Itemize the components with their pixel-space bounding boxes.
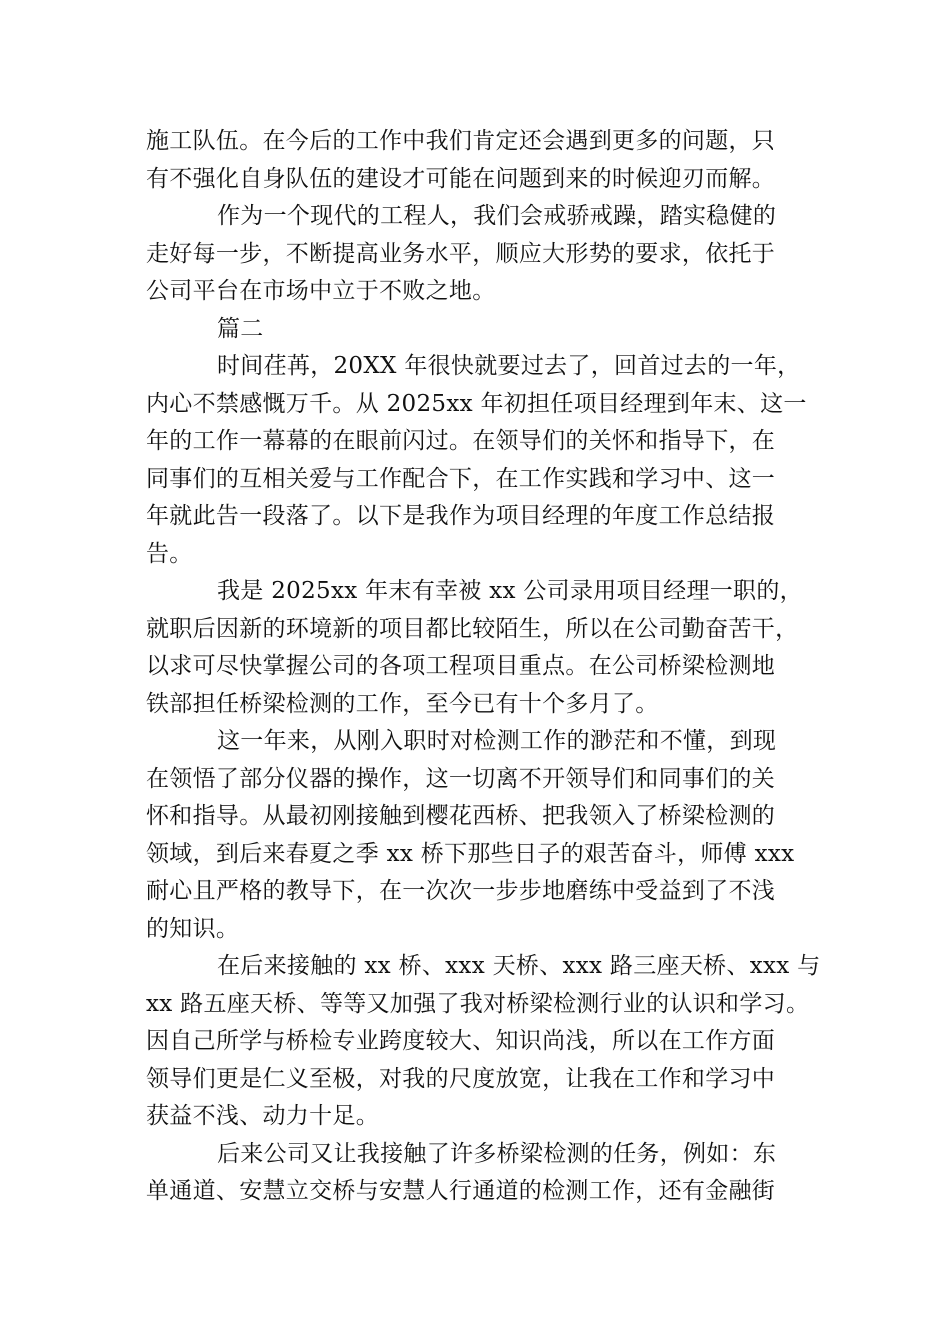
text-line: 获益不浅、动力十足。 <box>146 1103 379 1129</box>
text-line: 后来公司又让我接触了许多桥梁检测的任务，例如：东 <box>217 1140 777 1167</box>
text-line: 领导们更是仁义至极，对我的尺度放宽，让我在工作和学习中 <box>146 1065 776 1092</box>
text-line: 的知识。 <box>146 915 240 942</box>
text-line: 在后来接触的 xx 桥、xxx 天桥、xxx 路三座天桥、xxx 与 <box>217 953 821 979</box>
document-body <box>146 123 821 1211</box>
text-line: 领域，到后来春夏之季 xx 桥下那些日子的艰苦奋斗，师傅 xxx <box>146 840 795 867</box>
text-line: 内心不禁感慨万千。从 2025xx 年初担任项目经理到年末、这一 <box>146 390 807 417</box>
text-line: 施工队伍。在今后的工作中我们肯定还会遇到更多的问题，只 <box>146 128 776 154</box>
text-line: 时间荏苒，20XX 年很快就要过去了，回首过去的一年， <box>217 353 801 379</box>
text-line: 怀和指导。从最初刚接触到樱花西桥、把我领入了桥梁检测的 <box>146 803 776 829</box>
text-line: 单通道、安慧立交桥与安慧人行通道的检测工作，还有金融街 <box>146 1178 776 1204</box>
text-line: 作为一个现代的工程人，我们会戒骄戒躁，踏实稳健的 <box>217 203 777 229</box>
section-heading: 篇二 <box>217 315 264 342</box>
text-line: 有不强化自身队伍的建设才可能在问题到来的时候迎刃而解。 <box>146 165 776 192</box>
text-line: 同事们的互相关爱与工作配合下，在工作实践和学习中、这一 <box>146 465 776 492</box>
text-line: 就职后因新的环境新的项目都比较陌生，所以在公司勤奋苦干， <box>146 615 799 642</box>
text-line: 这一年来，从刚入职时对检测工作的渺茫和不懂，到现 <box>217 728 777 754</box>
text-line: 年的工作一幕幕的在眼前闪过。在领导们的关怀和指导下，在 <box>146 428 776 454</box>
text-line: xx 路五座天桥、等等又加强了我对桥梁检测行业的认识和学习。 <box>146 990 810 1017</box>
text-line: 年就此告一段落了。以下是我作为项目经理的年度工作总结报 <box>146 503 776 529</box>
text-line: 我是 2025xx 年末有幸被 xx 公司录用项目经理一职的， <box>217 578 803 604</box>
text-line: 以求可尽快掌握公司的各项工程项目重点。在公司桥梁检测地 <box>146 653 776 679</box>
text-line: 耐心且严格的教导下，在一次次一步步地磨练中受益到了不浅 <box>146 878 776 904</box>
text-line: 走好每一步，不断提高业务水平，顺应大形势的要求，依托于 <box>146 240 776 267</box>
text-line: 因自己所学与桥检专业跨度较大、知识尚浅，所以在工作方面 <box>146 1028 776 1054</box>
text-line: 公司平台在市场中立于不败之地。 <box>146 278 496 304</box>
text-line: 告。 <box>146 540 193 567</box>
text-line: 在领悟了部分仪器的操作，这一切离不开领导们和同事们的关 <box>146 765 776 792</box>
text-line: 铁部担任桥梁检测的工作，至今已有十个多月了。 <box>146 690 659 717</box>
